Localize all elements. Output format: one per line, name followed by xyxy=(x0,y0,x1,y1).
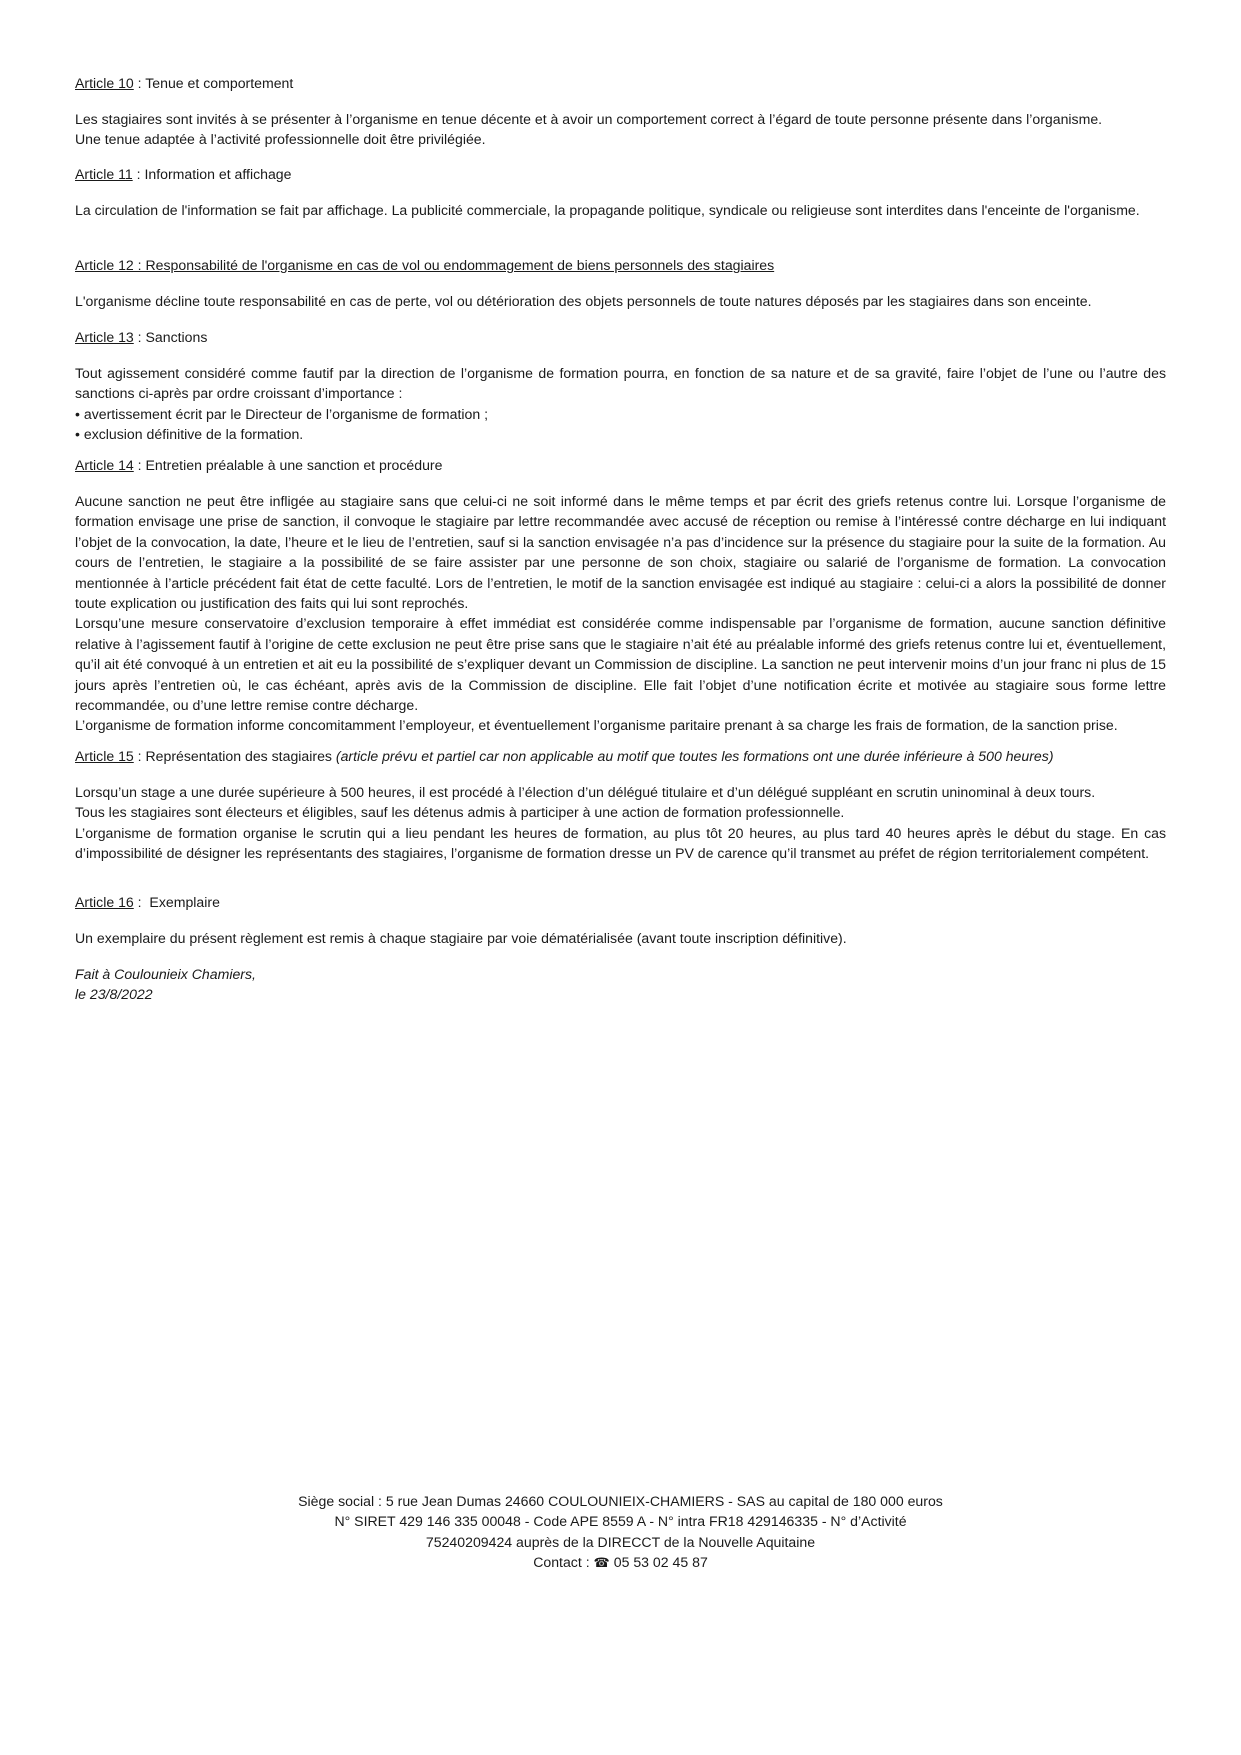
article-14-para-1: Aucune sanction ne peut être infligée au stagiaire sans que celui-ci ne soit informé dans le même temps et par écrit des griefs retenus contre lui. Lorsque l’organisme de formation envisage une prise de sanction, il convoque le stagiaire par lettre recommandée avec accusé de réception ou remise à l’intéressé contre décharge en lui indiquant l’objet de la convocation, la date, l’heure et le lieu de l’entretien, sauf si la sanction envisagée n’a pas d’incidence sur la présence du stagiaire pour la suite de la formation. Au cours de l’entretien, le stagiaire a la possibilité de se faire assister par une personne de son choix, stagiaire ou salarié de l’organisme de formation. La convocation mentionnée à l’article précédent fait état de cette faculté. Lors de l’entretien, le motif de la sanction envisagée est indiqué au stagiaire : celui-ci a alors la possibilité de donner toute explication ou justification des faits qui lui sont reprochés. xyxy=(75,493,1166,612)
article-10-body xyxy=(75,109,1166,150)
article-16-label: Article 16 xyxy=(75,894,134,910)
article-15-para-2: Tous les stagiaires sont électeurs et éligibles, sauf les détenus admis à participer à une action de formation professionnelle. xyxy=(75,804,845,821)
article-14-title: : Entretien préalable à une sanction et procédure xyxy=(133,457,443,473)
signature-date: le 23/8/2022 xyxy=(75,986,153,1003)
page-footer xyxy=(75,1491,1166,1574)
article-12-heading: Article 12 : Responsabilité de l'organisme en cas de vol ou endommagement de biens personnels des stagiaires xyxy=(75,257,775,273)
footer-line-1: Siège social : 5 rue Jean Dumas 24660 COULOUNIEIX-CHAMIERS - SAS au capital de 180 000 euros xyxy=(298,1493,943,1509)
article-13-bullet-1: • avertissement écrit par le Directeur de l’organisme de formation ; xyxy=(75,405,489,422)
article-11-heading xyxy=(75,164,292,184)
article-14-body xyxy=(75,491,1166,736)
article-13-para: Tout agissement considéré comme fautif par la direction de l’organisme de formation pourra, en fonction de sa nature et de sa gravité, faire l’objet de l’une ou l’autre des sanctions ci-après par ordre croissant d’importance : xyxy=(75,365,1166,402)
article-16-title: : Exemplaire xyxy=(133,894,220,910)
article-15-note: (article prévu et partiel car non applicable au motif que toutes les formations ont une durée inférieure à 500 heures) xyxy=(335,748,1054,764)
signature-block xyxy=(75,964,256,1005)
article-11-para: La circulation de l'information se fait par affichage. La publicité commerciale, la propagande politique, syndicale ou religieuse sont interdites dans l'enceinte de l'organisme. xyxy=(75,202,1140,218)
article-11-title: : Information et affichage xyxy=(132,166,292,182)
article-10-para-1: Les stagiaires sont invités à se présenter à l’organisme en tenue décente et à avoir un comportement correct à l’égard de toute personne présente dans l’organisme. xyxy=(75,111,1103,127)
article-15-para-1: Lorsqu’un stage a une durée supérieure à 500 heures, il est procédé à l’élection d’un délégué titulaire et d’un délégué suppléant en scrutin uninominal à deux tours. xyxy=(75,784,1096,800)
contact-phone: 05 53 02 45 87 xyxy=(613,1554,708,1571)
article-16-para: Un exemplaire du présent règlement est remis à chaque stagiaire par voie dématérialisée (avant toute inscription définitive). xyxy=(75,930,847,946)
article-15-body xyxy=(75,782,1166,864)
contact-label: Contact : xyxy=(533,1554,594,1571)
article-16-heading xyxy=(75,892,220,912)
article-14-heading xyxy=(75,455,442,475)
article-15-title: : Représentation des stagiaires xyxy=(133,748,336,764)
article-13-body xyxy=(75,363,1166,445)
article-16-body xyxy=(75,928,1166,948)
article-10-label: Article 10 xyxy=(75,75,134,91)
footer-line-2: N° SIRET 429 146 335 00048 - Code APE 8559 A - N° intra FR18 429146335 - N° d’Activité xyxy=(334,1513,907,1530)
article-11-body xyxy=(75,200,1166,220)
article-12-para: L'organisme décline toute responsabilité en cas de perte, vol ou détérioration des objets personnels de toute natures déposés par les stagiaires dans son enceinte. xyxy=(75,293,1092,309)
article-13-bullet-2: • exclusion définitive de la formation. xyxy=(75,426,304,443)
footer-contact xyxy=(75,1552,1166,1573)
article-13-label: Article 13 xyxy=(75,329,134,345)
article-14-label: Article 14 xyxy=(75,457,134,473)
article-15-para-3: L’organisme de formation organise le scrutin qui a lieu pendant les heures de formation, au plus tôt 20 heures, au plus tard 40 heures après le début du stage. En cas d’impossibilité de désigner les représentants des stagiaires, l’organisme de formation dresse un PV de carence qu’il transmet au préfet de région territorialement compétent. xyxy=(75,824,1166,862)
article-10-title: : Tenue et comportement xyxy=(133,75,294,91)
footer-line-3: 75240209424 auprès de la DIRECCT de la Nouvelle Aquitaine xyxy=(425,1533,816,1550)
article-14-para-2: Lorsqu’une mesure conservatoire d’exclusion temporaire à effet immédiat est considérée comme indispensable par l’organisme de formation, aucune sanction définitive relative à l’agissement fautif à l’origine de cette exclusion ne peut être prise sans que le stagiaire n’ait été au préalable informé des griefs retenus contre lui et, éventuellement, qu’il ait été convoqué à un entretien et ait eu la possibilité de s’expliquer devant un Commission de discipline. La sanction ne peut intervenir moins d’un jour franc ni plus de 15 jours après l’entretien où, le cas échéant, après avis de la Commission de discipline. Elle fait l’objet d’une notification écrite et motivée au stagiaire sous forme lettre recommandée, ou d’une lettre remise contre décharge. xyxy=(75,615,1166,714)
article-15-label: Article 15 xyxy=(75,748,134,764)
article-12-body xyxy=(75,291,1166,311)
document-page xyxy=(75,0,1166,1755)
article-15-heading xyxy=(75,746,1054,766)
article-10-heading xyxy=(75,73,293,93)
article-13-title: : Sanctions xyxy=(133,329,208,345)
article-14-para-3: L’organisme de formation informe concomitamment l’employeur, et éventuellement l’organisme paritaire prenant à sa charge les frais de formation, de la sanction prise. xyxy=(75,717,1118,734)
article-13-heading xyxy=(75,327,207,347)
article-11-label: Article 11 xyxy=(75,166,133,182)
article-10-para-2: Une tenue adaptée à l’activité professionnelle doit être privilégiée. xyxy=(75,131,486,148)
phone-icon: ☎ xyxy=(593,1555,610,1571)
signature-place: Fait à Coulounieix Chamiers, xyxy=(75,966,256,982)
